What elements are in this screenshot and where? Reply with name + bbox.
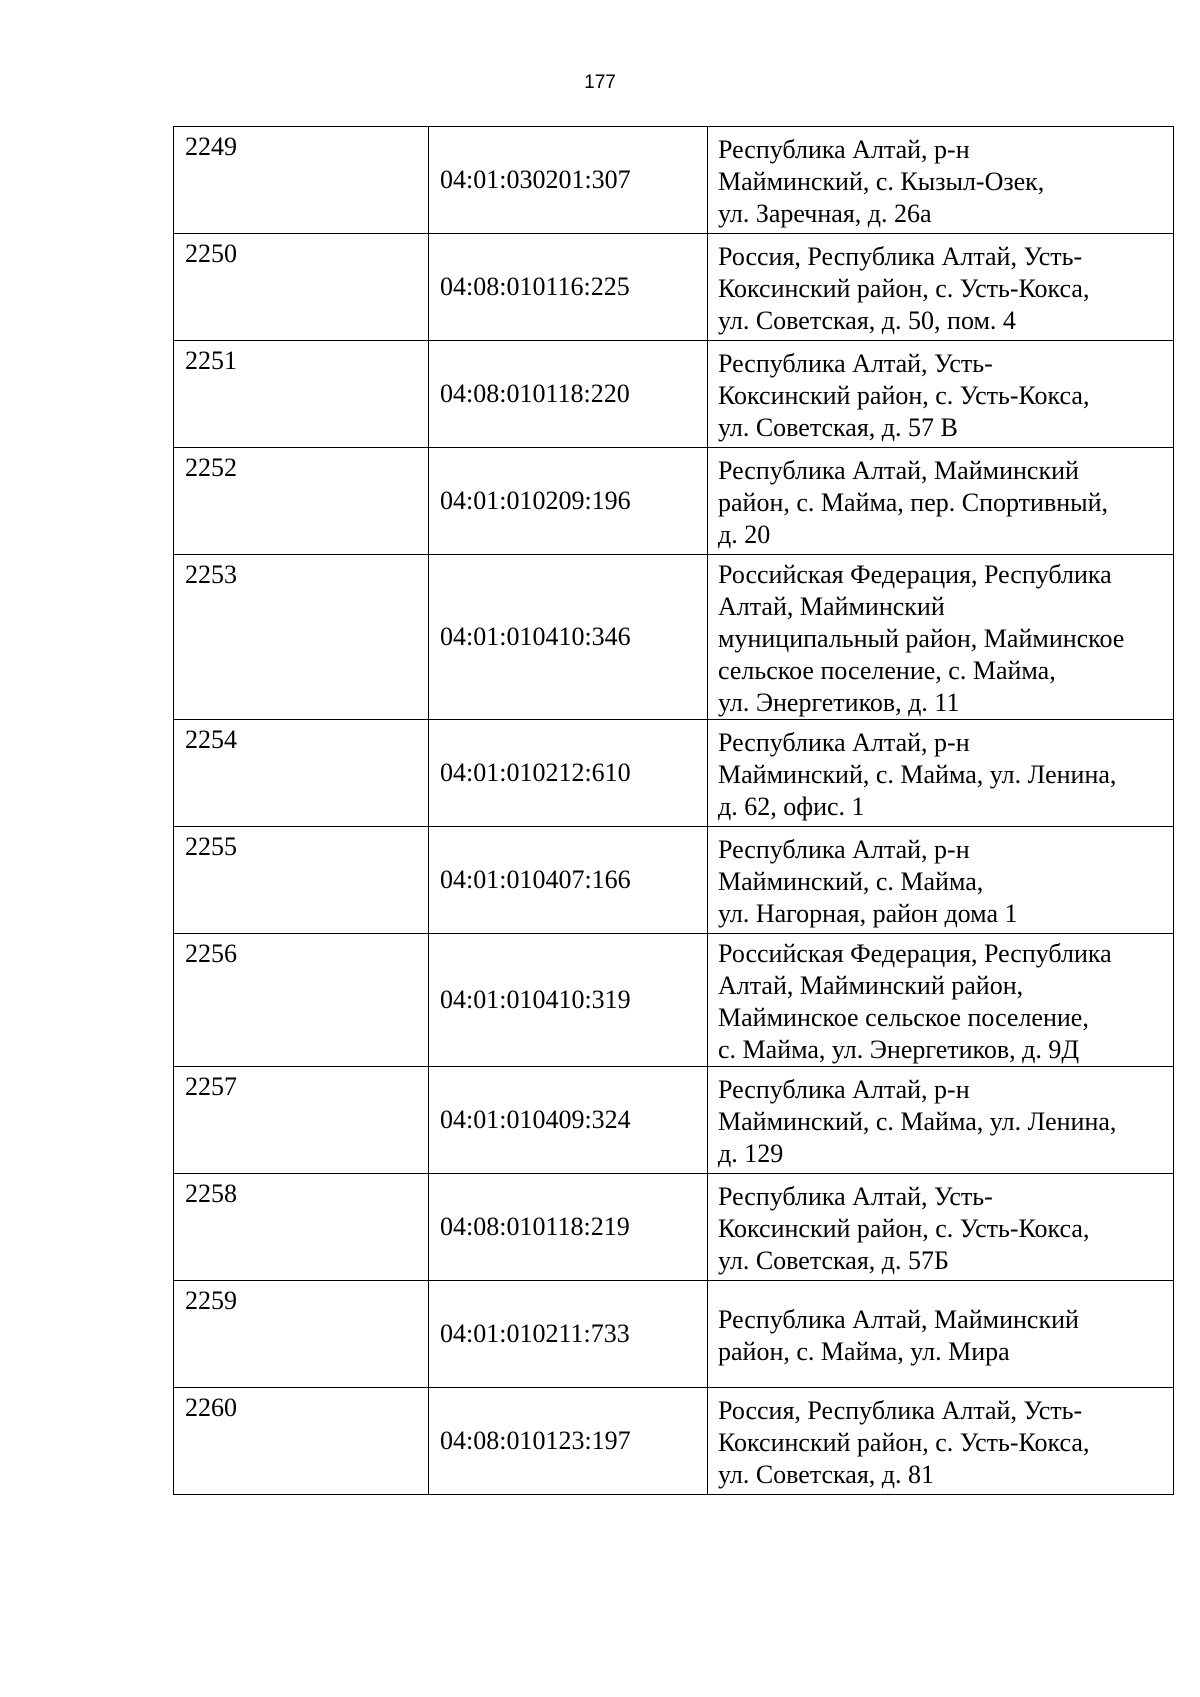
address-cell: [708, 127, 1174, 234]
cadastral-number-cell: 04:01:010209:196: [429, 448, 708, 555]
address-line: ул. Советская, д. 50, пом. 4: [718, 306, 1016, 335]
row-number-cell: 2253: [174, 555, 429, 720]
address-line: ул. Советская, д. 57 В: [718, 413, 958, 442]
row-number-cell: 2257: [174, 1067, 429, 1174]
address-cell: [708, 448, 1174, 555]
address-line: Республика Алтай, Усть-: [718, 349, 993, 378]
address-line: ул. Нагорная, район дома 1: [718, 899, 1018, 928]
address-cell: [708, 1388, 1174, 1495]
address-line: ул. Советская, д. 81: [718, 1460, 935, 1489]
table-row: [174, 1281, 1174, 1388]
address-line: Алтай, Майминский район,: [718, 971, 1024, 1000]
cadastral-number-cell: 04:08:010116:225: [429, 234, 708, 341]
registry-table: [173, 126, 1174, 1495]
row-number-cell: 2249: [174, 127, 429, 234]
cadastral-number-cell: 04:08:010118:219: [429, 1174, 708, 1281]
address-cell: [708, 234, 1174, 341]
table-row: [174, 341, 1174, 448]
address-cell: [708, 827, 1174, 934]
address-cell: [708, 720, 1174, 827]
address-line: Республика Алтай, р-н: [718, 835, 970, 864]
address-cell: [708, 1174, 1174, 1281]
address-line: Республика Алтай, Майминский: [718, 1305, 1079, 1334]
address-line: Республика Алтай, Усть-: [718, 1182, 993, 1211]
cadastral-number-cell: 04:08:010118:220: [429, 341, 708, 448]
row-number-cell: 2255: [174, 827, 429, 934]
address-line: ул. Заречная, д. 26а: [718, 199, 932, 228]
row-number-cell: 2250: [174, 234, 429, 341]
table-row: [174, 127, 1174, 234]
address-line: Алтай, Майминский: [718, 592, 945, 621]
table-row: [174, 234, 1174, 341]
address-line: Российская Федерация, Республика: [718, 939, 1112, 968]
page-number: 177: [584, 72, 616, 93]
address-line: Майминский, с. Майма,: [718, 867, 984, 896]
address-line: Майминское сельское поселение,: [718, 1003, 1089, 1032]
row-number-cell: 2254: [174, 720, 429, 827]
table-row: [174, 1067, 1174, 1174]
row-number-cell: 2258: [174, 1174, 429, 1281]
table-row: [174, 1174, 1174, 1281]
address-line: ул. Энергетиков, д. 11: [718, 688, 960, 717]
table-row: [174, 827, 1174, 934]
address-line: муниципальный район, Майминское: [718, 624, 1125, 653]
address-line: Россия, Республика Алтай, Усть-: [718, 242, 1083, 271]
address-line: с. Майма, ул. Энергетиков, д. 9Д: [718, 1035, 1080, 1064]
cadastral-number-cell: 04:01:010407:166: [429, 827, 708, 934]
address-line: д. 62, офис. 1: [718, 792, 865, 821]
address-cell: [708, 341, 1174, 448]
table-row: [174, 934, 1174, 1067]
address-line: сельское поселение, с. Майма,: [718, 656, 1056, 685]
row-number-cell: 2259: [174, 1281, 429, 1388]
address-line: Республика Алтай, р-н: [718, 728, 970, 757]
cadastral-number-cell: 04:01:010409:324: [429, 1067, 708, 1174]
row-number-cell: 2252: [174, 448, 429, 555]
row-number-cell: 2251: [174, 341, 429, 448]
address-line: д. 20: [718, 520, 771, 549]
address-line: район, с. Майма, пер. Спортивный,: [718, 488, 1109, 517]
table-row: [174, 555, 1174, 720]
address-line: Российская Федерация, Республика: [718, 560, 1112, 589]
address-line: Россия, Республика Алтай, Усть-: [718, 1396, 1083, 1425]
address-line: д. 129: [718, 1139, 784, 1168]
address-line: Республика Алтай, р-н: [718, 135, 970, 164]
row-number-cell: 2260: [174, 1388, 429, 1495]
address-cell: [708, 934, 1174, 1067]
address-cell: [708, 1281, 1174, 1388]
address-line: ул. Советская, д. 57Б: [718, 1246, 949, 1275]
address-line: Коксинский район, с. Усть-Кокса,: [718, 1214, 1090, 1243]
cadastral-number-cell: 04:01:030201:307: [429, 127, 708, 234]
address-line: Коксинский район, с. Усть-Кокса,: [718, 381, 1090, 410]
table-row: [174, 448, 1174, 555]
row-number-cell: 2256: [174, 934, 429, 1067]
cadastral-number-cell: 04:01:010410:319: [429, 934, 708, 1067]
address-line: район, с. Майма, ул. Мира: [718, 1337, 1010, 1366]
table-row: [174, 720, 1174, 827]
address-line: Майминский, с. Кызыл-Озек,: [718, 167, 1045, 196]
address-cell: [708, 1067, 1174, 1174]
table-row: [174, 1388, 1174, 1495]
address-line: Коксинский район, с. Усть-Кокса,: [718, 1428, 1090, 1457]
address-line: Республика Алтай, Майминский: [718, 456, 1079, 485]
registry-table-body: [174, 127, 1174, 1495]
address-cell: [708, 555, 1174, 720]
cadastral-number-cell: 04:01:010212:610: [429, 720, 708, 827]
address-line: Майминский, с. Майма, ул. Ленина,: [718, 1107, 1117, 1136]
address-line: Республика Алтай, р-н: [718, 1075, 970, 1104]
cadastral-number-cell: 04:01:010410:346: [429, 555, 708, 720]
cadastral-number-cell: 04:01:010211:733: [429, 1281, 708, 1388]
address-line: Майминский, с. Майма, ул. Ленина,: [718, 760, 1117, 789]
address-line: Коксинский район, с. Усть-Кокса,: [718, 274, 1090, 303]
cadastral-number-cell: 04:08:010123:197: [429, 1388, 708, 1495]
